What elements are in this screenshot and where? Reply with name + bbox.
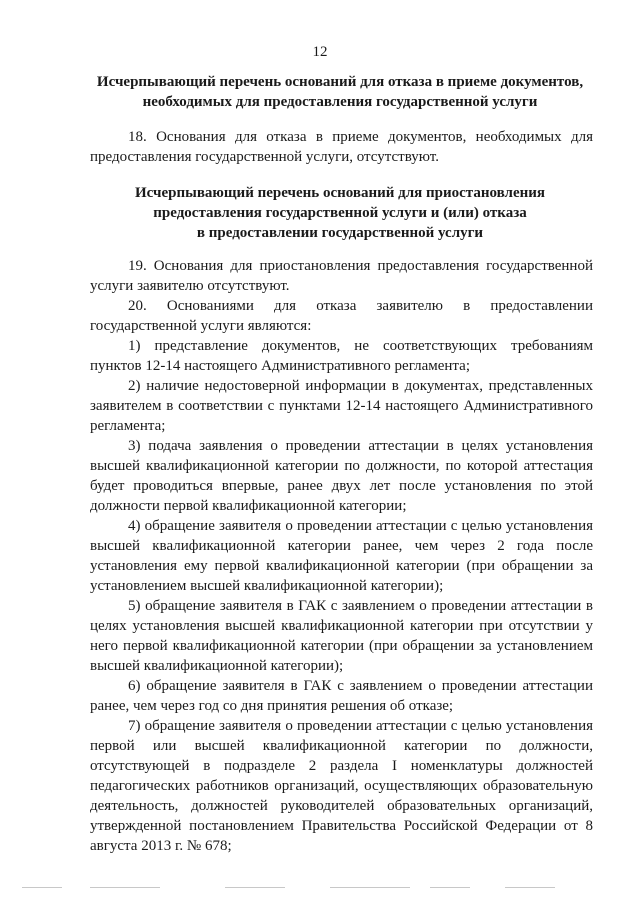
heading-line: в предоставлении государственной услуги xyxy=(196,225,484,241)
scan-artifact-line xyxy=(430,887,470,888)
section-heading-suspension-refusal xyxy=(90,183,590,243)
body-text xyxy=(90,256,593,856)
scan-artifact-line xyxy=(22,887,62,888)
list-item-1: 1) представление документов, не соответствующих требованиям пунктов 12-14 настоящего Административного регламента; xyxy=(90,338,593,374)
list-item-4: 4) обращение заявителя о проведении аттестации с целью установления высшей квалификационной категории ранее, чем через 2 года после установления ему первой квалификационной категории (при обращении за установлением высшей квалификационной категории); xyxy=(90,518,593,594)
scan-artifact-line xyxy=(505,887,555,888)
scan-artifact-line xyxy=(90,887,160,888)
scan-artifact-line xyxy=(330,887,410,888)
heading-line: Исчерпывающий перечень оснований для отказа в приеме документов, xyxy=(96,74,584,90)
list-item-7: 7) обращение заявителя о проведении аттестации с целью установления первой или высшей квалификационной категории по должности, отсутствующей в подразделе 2 раздела I номенклатуры должностей педагогических работников организаций, осуществляющих образовательную деятельность, должностей руководителей образовательных организаций, утвержденной постановлением Правительства Российской Федерации от 8 августа 2013 г. № 678; xyxy=(90,718,593,854)
list-item-3: 3) подача заявления о проведении аттестации в целях установления высшей квалификационной категории по должности, по которой аттестация будет проводиться впервые, ранее двух лет после установления по этой должности первой квалификационной категории; xyxy=(90,438,593,514)
list-item-5: 5) обращение заявителя в ГАК с заявлением о проведении аттестации в целях установления высшей квалификационной категории при отсутствии у него первой квалификационной категории (при обращении за установлением высшей квалификационной категории); xyxy=(90,598,593,674)
page-number: 12 xyxy=(312,44,328,60)
paragraph-block-18 xyxy=(90,127,593,167)
paragraph-18: 18. Основания для отказа в приеме документов, необходимых для предоставления государственной услуги, отсутствуют. xyxy=(90,129,593,165)
heading-line: необходимых для предоставления государственной услуги xyxy=(142,94,538,110)
list-item-6: 6) обращение заявителя в ГАК с заявлением о проведении аттестации ранее, чем через год со дня принятия решения об отказе; xyxy=(90,678,593,714)
list-item-2: 2) наличие недостоверной информации в документах, представленных заявителем в соответствии с пунктами 12-14 настоящего Административного регламента; xyxy=(90,378,593,434)
heading-line: Исчерпывающий перечень оснований для приостановления xyxy=(134,185,546,201)
paragraph-20: 20. Основаниями для отказа заявителю в предоставлении государственной услуги являются: xyxy=(90,298,593,334)
section-heading-refusal-acceptance xyxy=(90,72,590,112)
heading-line: предоставления государственной услуги и (или) отказа xyxy=(153,205,527,221)
paragraph-19: 19. Основания для приостановления предоставления государственной услуги заявителю отсутствуют. xyxy=(90,258,593,294)
scan-artifact-line xyxy=(225,887,285,888)
